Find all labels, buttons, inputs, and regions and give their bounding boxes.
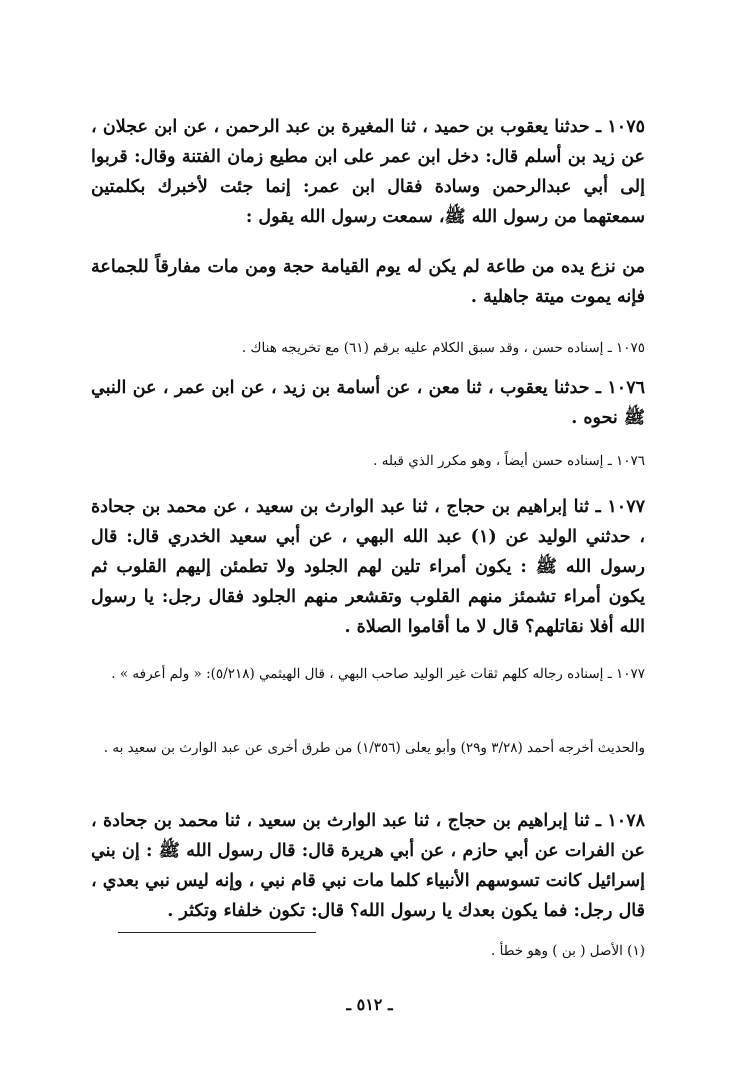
page-number: ـ ٥١٢ ـ bbox=[346, 995, 393, 1014]
hadith-1075-quote: من نزع يده من طاعة لم يكن له يوم القيامة حجة ومن مات مفارقاً للجماعة فإنه يموت ميتة جاهلية . bbox=[91, 257, 645, 307]
hadith-1076-note: ١٠٧٦ ـ إسناده حسن أيضاً ، وهو مكرر الذي قبله . bbox=[373, 453, 645, 469]
footnote: (١) الأصل ( بن ) وهو خطأ . bbox=[491, 943, 645, 959]
footnote-divider bbox=[118, 932, 316, 933]
hadith-1075-text: ١٠٧٥ ـ حدثنا يعقوب بن حميد ، ثنا المغيرة بن عبد الرحمن ، عن ابن عجلان ، عن زيد بن أسلم قال: دخل ابن عمر على ابن مطيع زمان الفتنة وقال: قربوا إلى أبي عبدالرحمن وسادة فقال ابن عمر: إنما جئت لأخبرك بكلمتين سمعتهما من رسول الله ﷺ، سمعت رسول الله يقول : bbox=[91, 117, 645, 227]
hadith-1075-note: ١٠٧٥ ـ إسناده حسن ، وقد سبق الكلام عليه برقم (٦١) مع تخريجه هناك . bbox=[241, 340, 645, 356]
hadith-1077-note: ١٠٧٧ ـ إسناده رجاله كلهم ثقات غير الوليد صاحب البهي ، قال الهيثمي (٥/٢١٨): « ولم أعرفه » . bbox=[111, 666, 645, 682]
hadith-1077-text: ١٠٧٧ ـ ثنا إبراهيم بن حجاج ، ثنا عبد الوارث بن سعيد ، عن محمد بن جحادة ، حدثني الوليد عن (١) عبد الله البهي ، عن أبي سعيد الخدري قال: قال رسول الله ﷺ : يكون أمراء تلين لهم الجلود ولا تطمئن إليهم القلوب ثم يكون أمراء تشمئز منهم القلوب وتقشعر منهم الجلود فقال رجل: يا رسول الله أفلا نقاتلهم؟ قال لا ما أقاموا الصلاة . bbox=[91, 497, 645, 637]
hadith-1076-text: ١٠٧٦ ـ حدثنا يعقوب ، ثنا معن ، عن أسامة بن زيد ، عن ابن عمر ، عن النبي ﷺ نحوه . bbox=[91, 378, 645, 428]
hadith-1078-text: ١٠٧٨ ـ ثنا إبراهيم بن حجاج ، ثنا عبد الوارث بن سعيد ، ثنا محمد بن جحادة ، عن الفرات عن أبي حازم ، عن أبي هريرة قال: قال رسول الله ﷺ : إن بني إسرائيل كانت تسوسهم الأنبياء كلما مات نبي قام نبي ، وإنه ليس نبي بعدي ، قال رجل: فما يكون بعدك يا رسول الله؟ قال: تكون خلفاء وتكثر . bbox=[91, 811, 645, 921]
hadith-1077-note-takhrij: والحديث أخرجه أحمد (٣/٢٨ و٢٩) وأبو يعلى (١/٣٥٦) من طرق أخرى عن عبد الوارث بن سعيد به . bbox=[103, 740, 645, 756]
